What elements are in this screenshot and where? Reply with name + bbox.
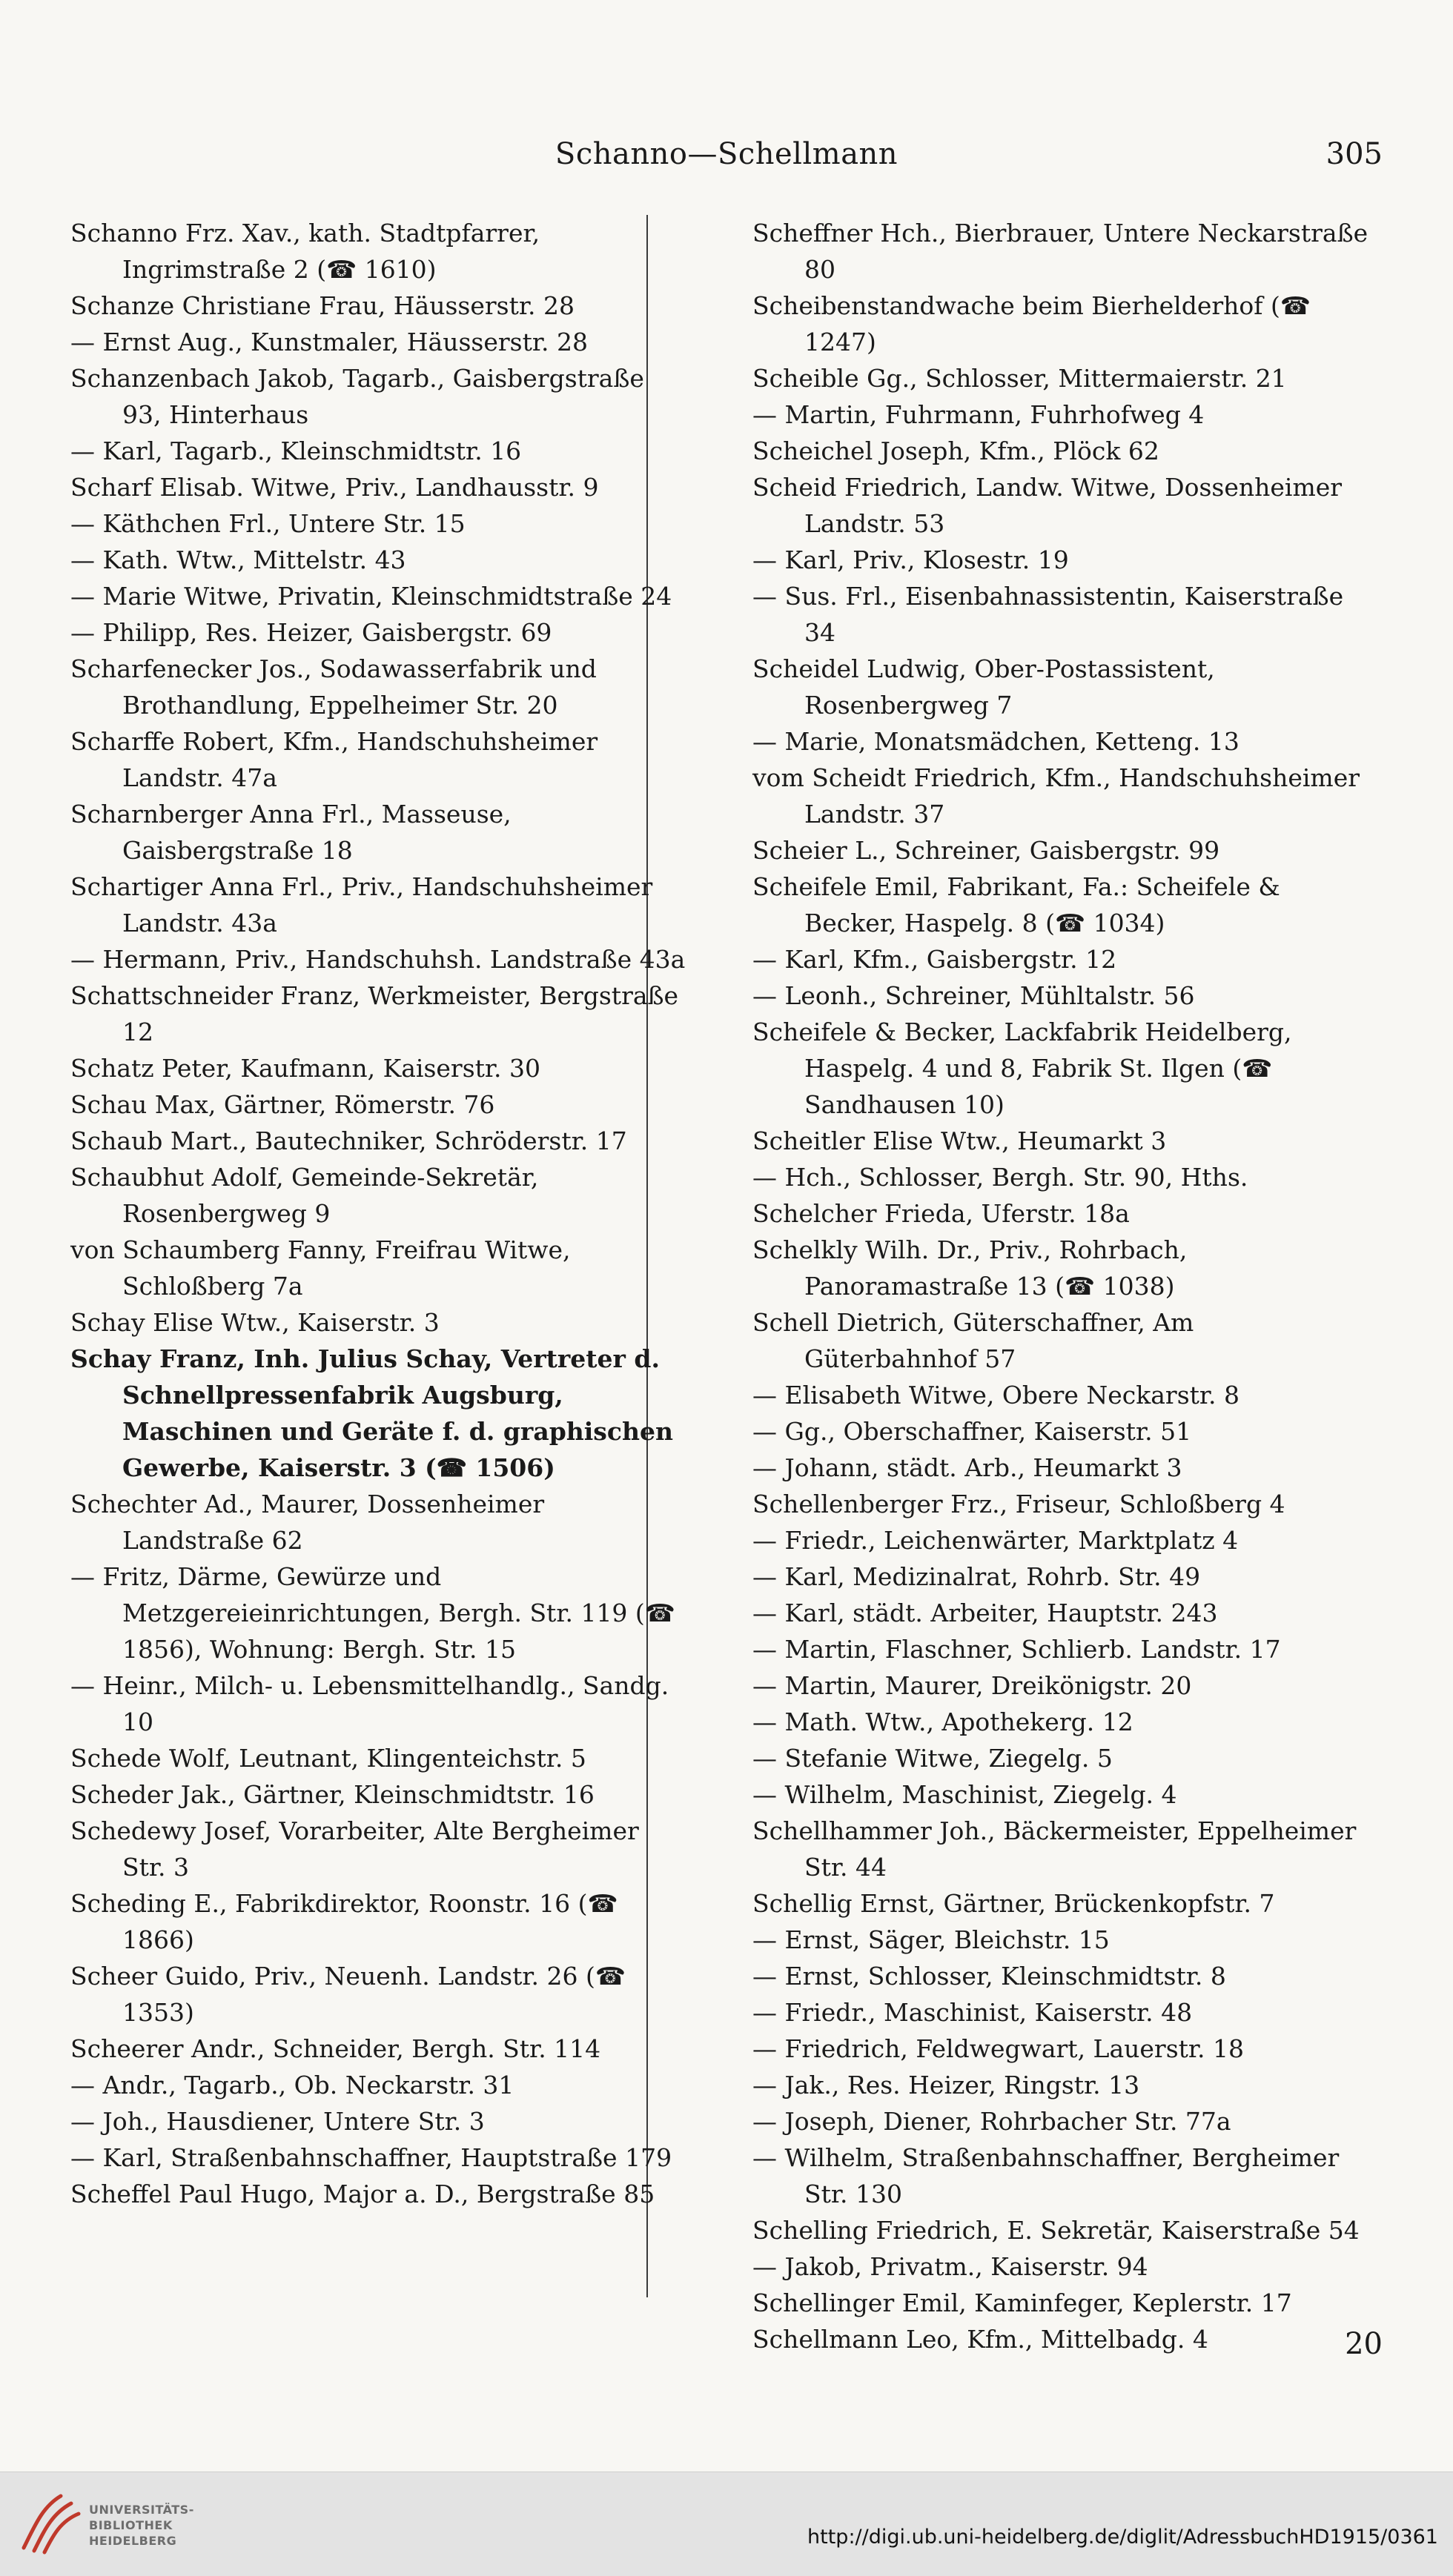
directory-entry: Scheichel Joseph, Kfm., Plöck 62 xyxy=(752,436,1159,465)
directory-entry: — Friedrich, Feldwegwart, Lauerstr. 18 xyxy=(752,2034,1245,2063)
directory-entry: — Math. Wtw., Apothekerg. 12 xyxy=(752,1707,1133,1736)
directory-entry: Scharfenecker Jos., Sodawasserfabrik und Brothandlung, Eppelheimer Str. 20 xyxy=(70,654,597,720)
directory-entry: Schechter Ad., Maurer, Dossenheimer Landstraße 62 xyxy=(70,1490,545,1555)
directory-entry: Schanzenbach Jakob, Tagarb., Gaisbergstraße 93, Hinterhaus xyxy=(70,364,644,429)
directory-entry: — Hermann, Priv., Handschuhsh. Landstraße 43a xyxy=(70,945,686,974)
directory-entry: — Sus. Frl., Eisenbahnassistentin, Kaiserstraße 34 xyxy=(752,582,1344,647)
directory-entry: — Marie, Monatsmädchen, Ketteng. 13 xyxy=(752,727,1239,756)
directory-entry: vom Scheidt Friedrich, Kfm., Handschuhsheimer Landstr. 37 xyxy=(752,763,1360,829)
directory-entry: Scheifele Emil, Fabrikant, Fa.: Scheifele & Becker, Haspelg. 8 (☎ 1034) xyxy=(752,872,1280,937)
directory-entry: Scheerer Andr., Schneider, Bergh. Str. 114 xyxy=(70,2034,601,2063)
directory-entry: Scheder Jak., Gärtner, Kleinschmidtstr. 16 xyxy=(70,1780,595,1809)
directory-entry: — Heinr., Milch- u. Lebensmittelhandlg., Sandg. 10 xyxy=(70,1671,669,1736)
directory-entry: Schelcher Frieda, Uferstr. 18a xyxy=(752,1199,1130,1228)
directory-entry: Schatz Peter, Kaufmann, Kaiserstr. 30 xyxy=(70,1054,541,1083)
running-header xyxy=(70,137,1383,189)
directory-entry: — Martin, Flaschner, Schlierb. Landstr. 17 xyxy=(752,1635,1281,1664)
directory-entry: Schellig Ernst, Gärtner, Brückenkopfstr. 7 xyxy=(752,1889,1275,1918)
directory-entry: — Gg., Oberschaffner, Kaiserstr. 51 xyxy=(752,1417,1192,1446)
directory-entry: Schellenberger Frz., Friseur, Schloßberg 4 xyxy=(752,1490,1285,1518)
left-column xyxy=(70,215,689,2212)
signature-mark: 20 xyxy=(1345,2327,1383,2361)
directory-entry: Schellmann Leo, Kfm., Mittelbadg. 4 xyxy=(752,2325,1208,2354)
directory-entry: Scheding E., Fabrikdirektor, Roonstr. 16 (☎ 1866) xyxy=(70,1889,618,1954)
library-name-line: BIBLIOTHEK xyxy=(89,2518,173,2532)
directory-entry: Scheibenstandwache beim Bierhelderhof (☎ 1247) xyxy=(752,291,1311,356)
directory-entry: — Hch., Schlosser, Bergh. Str. 90, Hths. xyxy=(752,1163,1248,1192)
directory-entry: Schelkly Wilh. Dr., Priv., Rohrbach, Panoramastraße 13 (☎ 1038) xyxy=(752,1235,1188,1301)
directory-entry: — Leonh., Schreiner, Mühltalstr. 56 xyxy=(752,981,1195,1010)
directory-entry: Schattschneider Franz, Werkmeister, Bergstraße 12 xyxy=(70,981,679,1046)
directory-entry: — Karl, Kfm., Gaisbergstr. 12 xyxy=(752,945,1117,974)
directory-entry: — Karl, Medizinalrat, Rohrb. Str. 49 xyxy=(752,1562,1201,1591)
directory-entry: Scheid Friedrich, Landw. Witwe, Dossenheimer Landstr. 53 xyxy=(752,473,1343,538)
directory-entry: Scheidel Ludwig, Ober-Postassistent, Rosenbergweg 7 xyxy=(752,654,1215,720)
directory-entry: — Fritz, Därme, Gewürze und Metzgereieinrichtungen, Bergh. Str. 119 (☎ 1856), Wohnung: Bergh. Str. 15 xyxy=(70,1562,675,1664)
directory-entry: — Karl, städt. Arbeiter, Hauptstr. 243 xyxy=(752,1599,1218,1627)
directory-entry: Scheer Guido, Priv., Neuenh. Landstr. 26 (☎ 1353) xyxy=(70,1962,626,2027)
directory-entry: Scheifele & Becker, Lackfabrik Heidelberg, Haspelg. 4 und 8, Fabrik St. Ilgen (☎ Sandhausen 10) xyxy=(752,1018,1292,1119)
header-title: Schanno—Schellmann xyxy=(555,137,898,171)
directory-entry: Scheitler Elise Wtw., Heumarkt 3 xyxy=(752,1126,1167,1155)
library-name-line: UNIVERSITÄTS- xyxy=(89,2503,194,2517)
directory-entry: — Andr., Tagarb., Ob. Neckarstr. 31 xyxy=(70,2071,514,2099)
directory-entry: Scheffner Hch., Bierbrauer, Untere Neckarstraße 80 xyxy=(752,219,1368,284)
directory-entry: Scharffe Robert, Kfm., Handschuhsheimer Landstr. 47a xyxy=(70,727,598,792)
page-number: 305 xyxy=(1325,137,1383,171)
directory-entry: — Ernst, Schlosser, Kleinschmidtstr. 8 xyxy=(752,1962,1226,1991)
directory-entry: — Kath. Wtw., Mittelstr. 43 xyxy=(70,545,406,574)
directory-entry: Schede Wolf, Leutnant, Klingenteichstr. 5 xyxy=(70,1744,586,1773)
directory-entry: Schay Elise Wtw., Kaiserstr. 3 xyxy=(70,1308,440,1337)
directory-entry: — Wilhelm, Straßenbahnschaffner, Bergheimer Str. 130 xyxy=(752,2143,1340,2208)
directory-entry: von Schaumberg Fanny, Freifrau Witwe, Schloßberg 7a xyxy=(70,1235,571,1301)
directory-entry: — Joseph, Diener, Rohrbacher Str. 77a xyxy=(752,2107,1231,2136)
directory-entry: Schellhammer Joh., Bäckermeister, Eppelheimer Str. 44 xyxy=(752,1816,1357,1882)
library-name xyxy=(89,2502,194,2549)
directory-entry: — Friedr., Maschinist, Kaiserstr. 48 xyxy=(752,1998,1193,2027)
directory-entry: Schanno Frz. Xav., kath. Stadtpfarrer, Ingrimstraße 2 (☎ 1610) xyxy=(70,219,540,284)
directory-entry: Schelling Friedrich, E. Sekretär, Kaiserstraße 54 xyxy=(752,2216,1360,2245)
source-url-link[interactable]: http://digi.ub.uni-heidelberg.de/diglit/AdressbuchHD1915/0361 xyxy=(807,2526,1438,2549)
directory-entry: — Karl, Straßenbahnschaffner, Hauptstraße 179 xyxy=(70,2143,672,2172)
directory-entry: — Jak., Res. Heizer, Ringstr. 13 xyxy=(752,2071,1140,2099)
directory-entry: — Jakob, Privatm., Kaiserstr. 94 xyxy=(752,2252,1148,2281)
right-column xyxy=(752,215,1371,2357)
directory-entry: — Ernst Aug., Kunstmaler, Häusserstr. 28 xyxy=(70,328,588,356)
directory-entry: — Marie Witwe, Privatin, Kleinschmidtstraße 24 xyxy=(70,582,672,611)
directory-entry: Schay Franz, Inh. Julius Schay, Vertreter d. Schnellpressenfabrik Augsburg, Maschinen und Geräte f. d. graphischen Gewerbe, Kaiserstr. 3 (☎ 1506) xyxy=(70,1344,673,1482)
directory-entry: — Johann, städt. Arb., Heumarkt 3 xyxy=(752,1453,1182,1482)
directory-entry: Scharnberger Anna Frl., Masseuse, Gaisbergstraße 18 xyxy=(70,800,512,865)
directory-entry: — Ernst, Säger, Bleichstr. 15 xyxy=(752,1925,1110,1954)
directory-columns xyxy=(70,215,1383,2354)
directory-entry: Scheible Gg., Schlosser, Mittermaierstr. 21 xyxy=(752,364,1287,393)
directory-entry: — Karl, Tagarb., Kleinschmidtstr. 16 xyxy=(70,436,522,465)
directory-entry: — Martin, Maurer, Dreikönigstr. 20 xyxy=(752,1671,1192,1700)
directory-entry: — Friedr., Leichenwärter, Marktplatz 4 xyxy=(752,1526,1239,1555)
directory-entry: — Elisabeth Witwe, Obere Neckarstr. 8 xyxy=(752,1381,1240,1410)
directory-entry: Schellinger Emil, Kaminfeger, Keplerstr. 17 xyxy=(752,2288,1292,2317)
directory-entry: Schau Max, Gärtner, Römerstr. 76 xyxy=(70,1090,495,1119)
directory-entry: Scheier L., Schreiner, Gaisbergstr. 99 xyxy=(752,836,1220,865)
library-name-line: HEIDELBERG xyxy=(89,2534,177,2548)
directory-entry: Scheffel Paul Hugo, Major a. D., Bergstraße 85 xyxy=(70,2180,655,2208)
directory-entry: Schell Dietrich, Güterschaffner, Am Güterbahnhof 57 xyxy=(752,1308,1194,1373)
directory-entry: — Philipp, Res. Heizer, Gaisbergstr. 69 xyxy=(70,618,552,647)
directory-entry: — Joh., Hausdiener, Untere Str. 3 xyxy=(70,2107,485,2136)
directory-entry: Schedewy Josef, Vorarbeiter, Alte Bergheimer Str. 3 xyxy=(70,1816,639,1882)
directory-entry: — Käthchen Frl., Untere Str. 15 xyxy=(70,509,466,538)
university-library-logo-icon xyxy=(16,2489,85,2557)
directory-entry: — Wilhelm, Maschinist, Ziegelg. 4 xyxy=(752,1780,1177,1809)
directory-entry: Schaubhut Adolf, Gemeinde-Sekretär, Rosenbergweg 9 xyxy=(70,1163,539,1228)
directory-entry: Schanze Christiane Frau, Häusserstr. 28 xyxy=(70,291,575,320)
directory-entry: Schartiger Anna Frl., Priv., Handschuhsheimer Landstr. 43a xyxy=(70,872,653,937)
directory-entry: Schaub Mart., Bautechniker, Schröderstr. 17 xyxy=(70,1126,627,1155)
directory-entry: — Karl, Priv., Klosestr. 19 xyxy=(752,545,1069,574)
directory-entry: Scharf Elisab. Witwe, Priv., Landhausstr. 9 xyxy=(70,473,599,502)
library-footer-bar xyxy=(0,2472,1453,2576)
directory-entry: — Stefanie Witwe, Ziegelg. 5 xyxy=(752,1744,1113,1773)
directory-entry: — Martin, Fuhrmann, Fuhrhofweg 4 xyxy=(752,400,1205,429)
